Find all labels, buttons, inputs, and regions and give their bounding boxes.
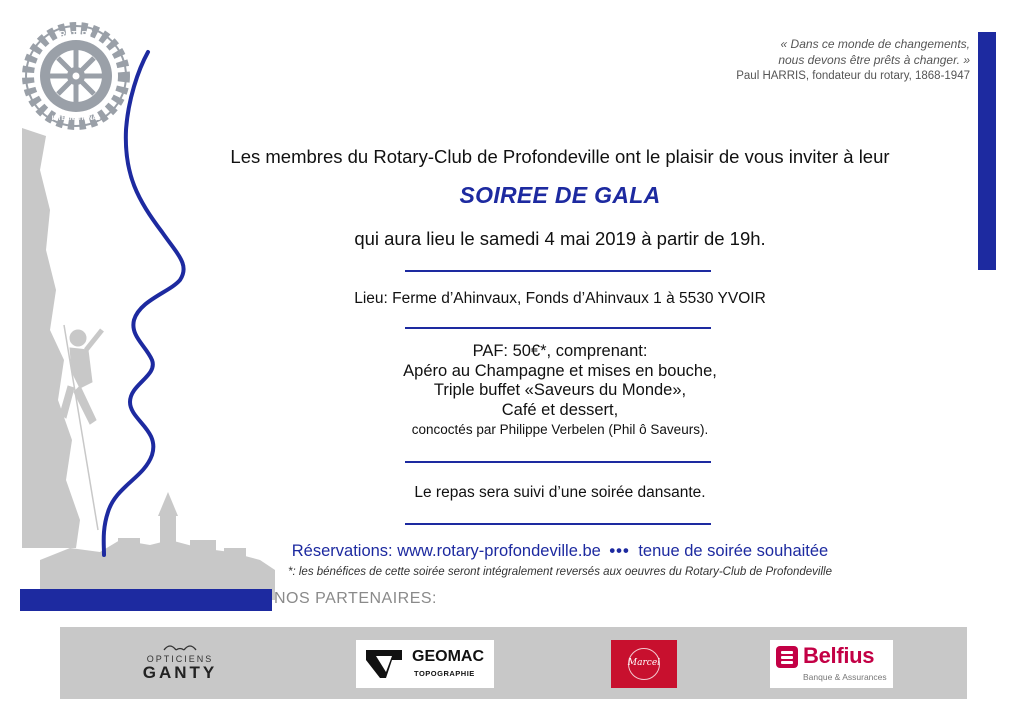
partner-logo-marcel[interactable]	[611, 640, 677, 688]
separator-line	[405, 327, 711, 329]
geomac-name: GEOMAC	[412, 648, 484, 665]
belfius-name: Belfius	[803, 643, 875, 668]
event-location: Lieu: Ferme d’Ahinvaux, Fonds d’Ahinvaux 1 à 5530 YVOIR	[354, 290, 766, 307]
separator-line	[405, 523, 711, 525]
dance-note: Le repas sera suivi d’une soirée dansante.	[414, 484, 706, 501]
menu-item: Triple buffet «Saveurs du Monde»,	[433, 381, 687, 399]
price-text: PAF: 50€*, comprenant:	[472, 342, 648, 360]
belfius-mark-icon	[776, 646, 798, 668]
reservations-line	[160, 542, 960, 561]
separator-line	[405, 270, 711, 272]
glasses-icon	[162, 642, 198, 654]
event-title: SOIREE DE GALA	[459, 182, 661, 208]
separator-line	[405, 461, 711, 463]
geomac-mark-icon	[362, 644, 406, 684]
ganty-top-text: OPTICIENS	[146, 654, 214, 664]
menu-item: Café et dessert,	[501, 400, 619, 419]
quote-author: Paul HARRIS, fondateur du rotary, 1868-1947	[736, 70, 970, 82]
rotary-logo-bottom-text: INTERNATIONAL	[51, 116, 101, 122]
event-date: qui aura lieu le samedi 4 mai 2019 à partir de 19h.	[354, 228, 766, 249]
rotary-logo	[26, 26, 126, 126]
price-block	[160, 342, 960, 440]
separator-dots: •••	[609, 542, 630, 560]
marcel-name: Marcel	[627, 658, 661, 668]
geomac-sub: TOPOGRAPHIE	[414, 669, 475, 678]
reservations-link[interactable]: Réservations: www.rotary-profondeville.be	[291, 542, 601, 560]
partner-logo-ganty[interactable]	[126, 640, 234, 688]
partners-accent-bar	[20, 589, 272, 611]
partner-logo-belfius[interactable]	[770, 640, 893, 688]
belfius-sub: Banque & Assurances	[803, 672, 887, 682]
dress-code: tenue de soirée souhaitée	[638, 542, 829, 560]
invitation-intro: Les membres du Rotary-Club de Profondeville ont le plaisir de vous inviter à leur	[230, 146, 890, 167]
quote-block	[610, 36, 970, 84]
right-accent-bar	[978, 32, 996, 270]
ganty-name: GANTY	[142, 663, 218, 682]
footnote: *: les bénéfices de cette soirée seront intégralement reversés aux oeuvres du Rotary-Club de Profondeville	[288, 566, 832, 578]
menu-item: Apéro au Champagne et mises en bouche,	[403, 361, 717, 380]
partner-logo-geomac[interactable]	[356, 640, 494, 688]
partners-title: NOS PARTENAIRES:	[274, 590, 437, 607]
chef-credit: concoctés par Philippe Verbelen (Phil ô Saveurs).	[411, 422, 709, 437]
rotary-logo-top-text: ROTARY	[59, 30, 93, 39]
quote-line-2: nous devons être prêts à changer. »	[778, 53, 970, 67]
quote-line-1: « Dans ce monde de changements,	[780, 37, 970, 51]
